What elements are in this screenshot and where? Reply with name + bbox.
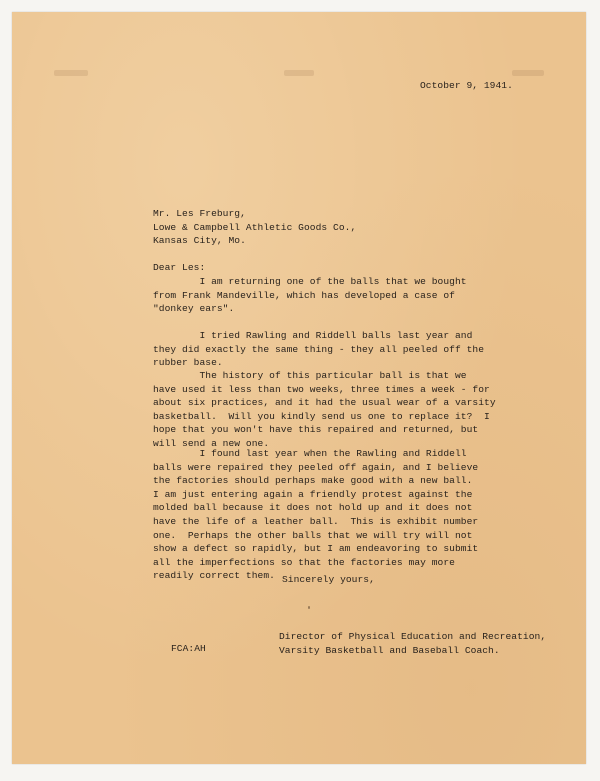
closing: Sincerely yours, [282,574,375,585]
paragraph-line: molded ball because it does not hold up and it does not [153,502,473,514]
paragraph-line: the factories should perhaps make good with a new ball. [153,475,473,487]
paragraph-line: I tried Rawling and Riddell balls last year and [153,330,473,341]
letter-page [12,12,586,764]
paragraph-line: I am just entering again a friendly protest against the [153,488,473,500]
paragraph-line: The history of this particular ball is that we [153,370,467,381]
paragraph-3 [153,369,496,451]
paragraph-2 [153,329,484,370]
paragraph-line: from Frank Mandeville, which has developed a case of [153,289,455,301]
paragraph-line: I found last year when the Rawling and Riddell [153,448,467,459]
paragraph-line: have the life of a leather ball. This is exhibit number [153,515,479,527]
salutation: Dear Les: [153,262,206,273]
recipient-line: Lowe & Campbell Athletic Goods Co., [153,221,357,233]
paragraph-1 [153,275,467,316]
paragraph-line: balls were repaired they peeled off again, and I believe [153,461,479,473]
paragraph-line: I am returning one of the balls that we bought [153,276,467,287]
paragraph-line: hope that you won't have this repaired and returned, but [153,424,479,436]
paragraph-line: about six practices, and it had the usual wear of a varsity [153,397,496,409]
signature-block [279,630,546,657]
paragraph-line: have used it less than two weeks, three times a week - for [153,383,490,395]
paragraph-line: all the imperfections so that the factories may more [153,556,455,568]
signature-line: Varsity Basketball and Baseball Coach. [279,644,500,656]
paragraph-4 [153,447,478,583]
paragraph-line: rubber base. [153,357,223,369]
paragraph-line: show a defect so rapidly, but I am endeavoring to submit [153,543,479,555]
paragraph-line: they did exactly the same thing - they all peeled off the [153,343,485,355]
paragraph-line: one. Perhaps the other balls that we will try will not [153,529,473,541]
recipient-line: Mr. Les Freburg, [153,208,246,219]
reference-initials: FCA:AH [171,643,206,654]
letter-date: October 9, 1941. [420,80,513,91]
paper-speck [308,606,310,609]
paragraph-line: will send a new one. [153,437,270,449]
paragraph-line: basketball. Will you kindly send us one to replace it? I [153,410,490,422]
recipient-line: Kansas City, Mo. [153,235,246,247]
signature-line: Director of Physical Education and Recreation, [279,631,547,642]
paragraph-line: "donkey ears". [153,303,235,315]
paragraph-line: readily correct them. [153,570,275,582]
recipient-address [153,207,356,248]
